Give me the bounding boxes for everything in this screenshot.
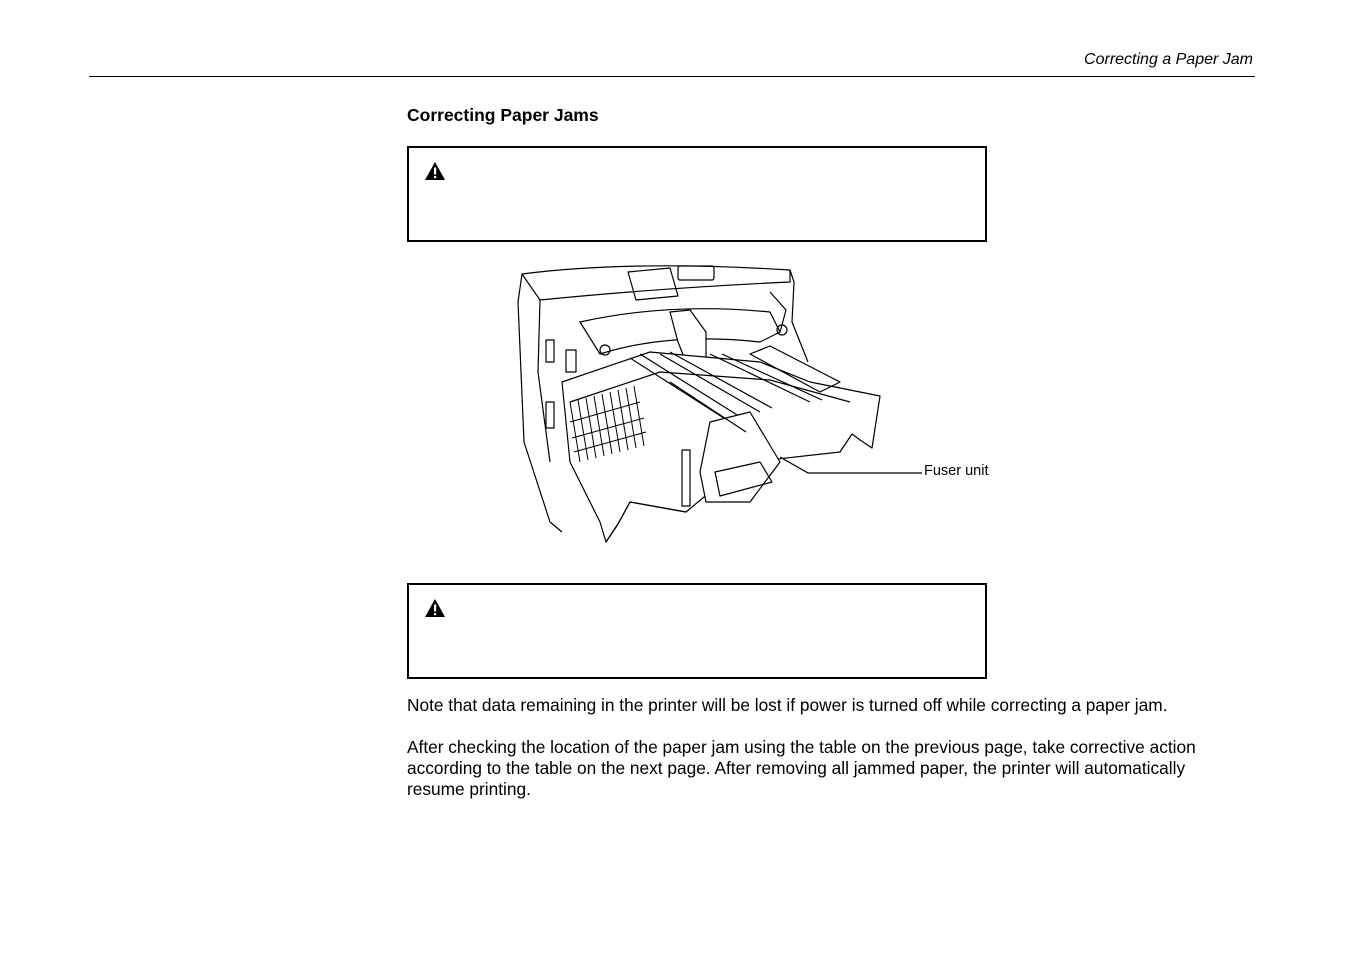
header-rule xyxy=(89,76,1255,77)
fuser-unit-label: Fuser unit xyxy=(924,463,989,479)
section-title: Correcting Paper Jams xyxy=(407,105,599,125)
running-header: Correcting a Paper Jam xyxy=(1084,51,1253,68)
caution-box-1 xyxy=(407,146,987,242)
corrective-action-paragraph: After checking the location of the paper jam using the table on the previous page, take corrective action according to the table on the next page. After removing all jammed paper, the printer will automatically resume printing. xyxy=(407,737,1196,799)
caution-box-2 xyxy=(407,583,987,679)
printer-illustration xyxy=(510,262,890,552)
data-loss-note: Note that data remaining in the printer will be lost if power is turned off while correcting a paper jam. xyxy=(407,695,1168,715)
warning-triangle-icon xyxy=(424,598,446,618)
warning-triangle-icon xyxy=(424,161,446,181)
fuser-unit-leader-line xyxy=(780,455,922,480)
